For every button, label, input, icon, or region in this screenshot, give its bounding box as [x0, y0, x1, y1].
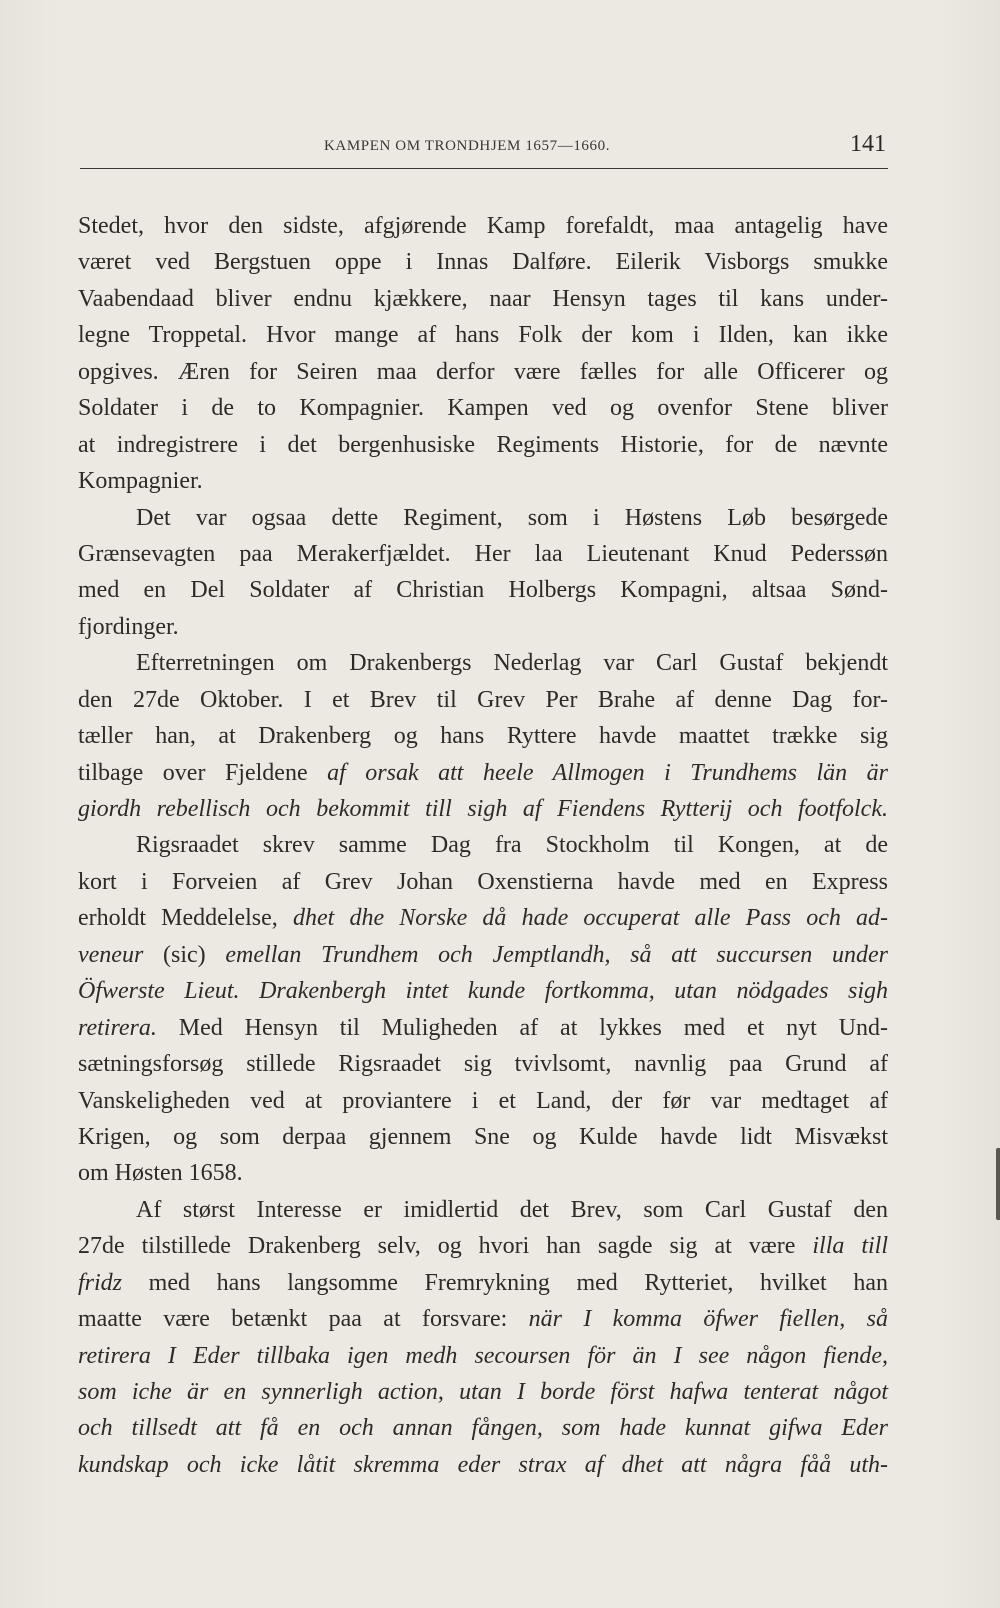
text-line: [78, 755, 888, 791]
page-edge-mark: [996, 1148, 1000, 1220]
italic-quote-segment: Öfwerste Lieut. Drakenbergh intet kunde fortkomma, utan nödgades sigh: [78, 978, 888, 1005]
text-line: [78, 1447, 888, 1483]
text-line: [78, 1301, 888, 1337]
italic-quote-segment: och tillsedt att få en och annan fången, som hade kunnat gifwa Eder: [78, 1415, 888, 1442]
text-segment: Efterretningen om Drakenbergs Nederlag var Carl Gustaf bekjendt: [136, 650, 888, 677]
text-segment: Af størst Interesse er imidlertid det Brev, som Carl Gustaf den: [136, 1196, 888, 1223]
text-segment: at indregistrere i det bergenhusiske Regiments Historie, for de nævnte: [78, 431, 888, 458]
text-line: [78, 354, 888, 390]
text-segment: om Høsten 1658.: [78, 1160, 243, 1187]
text-line: [78, 536, 888, 572]
italic-quote-segment: retirera I Eder tillbaka igen medh secoursen för än I see någon fiende,: [78, 1342, 888, 1369]
italic-quote-segment: giordh rebellisch och bekommit till sigh af Fiendens Rytterij och footfolck.: [78, 796, 888, 822]
text-line: [78, 1338, 888, 1374]
italic-quote-segment: dhet dhe Norske då hade occuperat alle Pass och ad-: [292, 905, 889, 932]
text-line: [78, 791, 888, 827]
text-line: [78, 390, 888, 426]
text-line: [78, 1192, 888, 1228]
italic-quote-segment: när I komma öfwer fiellen, så: [528, 1306, 888, 1333]
text-segment: erholdt Meddelelse,: [78, 905, 293, 932]
text-line: [78, 864, 888, 900]
text-line: [78, 1046, 888, 1082]
text-segment: legne Troppetal. Hvor mange af hans Folk der kom i Ilden, kan ikke: [78, 322, 888, 349]
text-line: [78, 208, 888, 244]
text-segment: Kompagnier.: [78, 468, 203, 495]
text-line: [78, 1119, 888, 1155]
text-segment: Med Hensyn til Muligheden af at lykkes med et nyt Und-: [156, 1014, 888, 1041]
text-segment: (sic): [143, 941, 226, 968]
text-line: [78, 244, 888, 280]
text-line: [78, 317, 888, 353]
text-line: [78, 1010, 888, 1046]
text-line: [78, 682, 888, 718]
text-segment: med hans langsomme Fremrykning med Rytteriet, hvilket han: [122, 1269, 888, 1296]
italic-quote-segment: som iche är en synnerligh action, utan I borde först hafwa tenterat något: [78, 1379, 888, 1405]
body-text: [78, 208, 888, 1483]
text-segment: Stedet, hvor den sidste, afgjørende Kamp forefaldt, maa antagelig have: [78, 213, 888, 239]
text-segment: Grænsevagten paa Merakerfjældet. Her laa Lieutenant Knud Pederssøn: [78, 540, 888, 567]
text-line: [78, 1265, 888, 1301]
italic-quote-segment: af orsak att heele Allmogen i Trundhems län är: [327, 759, 889, 786]
text-line: [78, 500, 888, 536]
text-segment: sætningsforsøg stillede Rigsraadet sig tvivlsomt, navnlig paa Grund af: [78, 1051, 888, 1078]
text-line: [78, 463, 888, 499]
text-segment: Vaabendaad bliver endnu kjækkere, naar Hensyn tages til kans under-: [78, 285, 888, 312]
text-line: [78, 427, 888, 463]
italic-quote-segment: kundskap och icke låtit skremma eder strax af dhet att några fåå uth-: [78, 1451, 888, 1478]
page-number: 141: [850, 131, 886, 157]
italic-quote-segment: emellan Trundhem och Jemptlandh, så att succursen under: [225, 941, 888, 968]
text-segment: været ved Bergstuen oppe i Innas Dalføre. Eilerik Visborgs smukke: [78, 249, 888, 276]
text-line: [78, 1410, 888, 1446]
text-segment: med en Del Soldater af Christian Holbergs Kompagni, altsaa Sønd-: [78, 577, 888, 604]
text-line: [78, 609, 888, 645]
italic-quote-segment: fridz: [78, 1269, 123, 1296]
text-line: [78, 1228, 888, 1264]
text-segment: Vanskeligheden ved at proviantere i et Land, der før var medtaget af: [78, 1087, 888, 1114]
text-segment: maatte være betænkt paa at forsvare:: [78, 1306, 529, 1333]
text-line: [78, 572, 888, 608]
text-line: [78, 1083, 888, 1119]
text-line: [78, 937, 888, 973]
text-segment: tilbage over Fjeldene: [78, 759, 328, 786]
italic-quote-segment: illa till: [812, 1233, 888, 1260]
text-segment: tæller han, at Drakenberg og hans Ryttere havde maattet trække sig: [78, 723, 888, 750]
text-segment: kort i Forveien af Grev Johan Oxenstierna havde med en Express: [78, 868, 888, 895]
text-line: [78, 718, 888, 754]
running-title: KAMPEN OM TRONDHJEM 1657—1660.: [324, 138, 611, 154]
text-line: [78, 645, 888, 681]
text-line: [78, 1374, 888, 1410]
text-segment: Soldater i de to Kompagnier. Kampen ved og ovenfor Stene bliver: [78, 395, 888, 422]
text-segment: Det var ogsaa dette Regiment, som i Høstens Løb besørgede: [136, 504, 888, 531]
text-segment: Krigen, og som derpaa gjennem Sne og Kulde havde lidt Misvækst: [78, 1123, 888, 1150]
text-line: [78, 900, 888, 936]
text-segment: opgives. Æren for Seiren maa derfor være fælles for alle Officerer og: [78, 358, 888, 385]
text-line: [78, 1155, 888, 1191]
italic-quote-segment: veneur: [78, 941, 144, 968]
text-segment: 27de tilstillede Drakenberg selv, og hvori han sagde sig at være: [78, 1233, 813, 1260]
page-header: [80, 128, 888, 169]
text-line: [78, 973, 888, 1009]
text-line: [78, 827, 888, 863]
text-segment: fjordinger.: [78, 613, 179, 640]
text-line: [78, 281, 888, 317]
text-segment: Rigsraadet skrev samme Dag fra Stockholm til Kongen, at de: [136, 832, 888, 859]
text-segment: den 27de Oktober. I et Brev til Grev Per Brahe af denne Dag for-: [78, 686, 888, 713]
italic-quote-segment: retirera.: [78, 1014, 157, 1041]
